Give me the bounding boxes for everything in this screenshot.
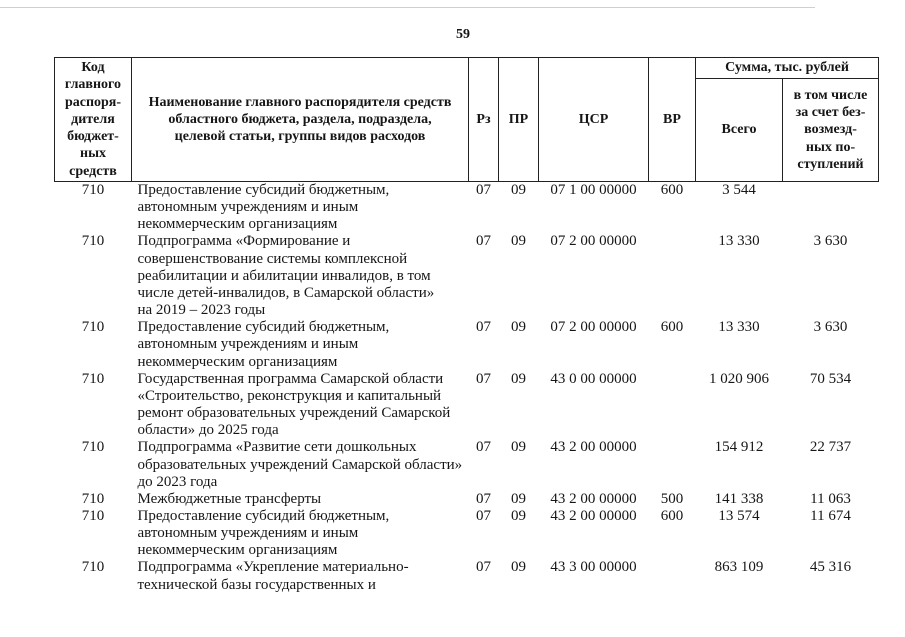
cell-name: Государственная программа Самарской области «Строительство, реконструкция и капитальный ремонт образовательных учреждений Самарской области» до 2025 года — [137, 370, 451, 439]
table-body — [55, 182, 879, 594]
cell-pr: 09 — [511, 439, 526, 456]
table-row — [55, 491, 879, 508]
cell-vr: 600 — [660, 507, 684, 524]
cell-pr: 09 — [511, 182, 526, 198]
cell-gratuitous: 45 316 — [809, 559, 852, 576]
cell-gratuitous: 3 630 — [813, 319, 848, 336]
cell-csr: 43 2 00 00000 — [550, 507, 637, 524]
cell-gratuitous: 22 737 — [809, 439, 852, 456]
cell-vr — [649, 559, 696, 593]
cell-vr: 500 — [660, 490, 684, 507]
cell-gratuitous: 70 534 — [809, 370, 852, 387]
table-row — [55, 182, 879, 234]
cell-code: 710 — [81, 490, 105, 507]
cell-rz: 07 — [476, 370, 491, 387]
header-code: Код главного распоря- дителя бюджет- ных средств — [55, 58, 132, 182]
cell-csr: 07 1 00 00000 — [550, 182, 637, 198]
scan-top-edge-line — [0, 7, 815, 8]
cell-name: Подпрограмма «Развитие сети дошкольных образовательных учреждений Самарской области» до 2023 года — [137, 439, 463, 490]
header-rz: Рз — [469, 58, 499, 182]
header-name: Наименование главного распорядителя средств областного бюджета, раздела, подраздела, целевой статьи, группы видов расходов — [132, 58, 469, 182]
cell-csr: 43 2 00 00000 — [550, 490, 637, 507]
cell-csr: 07 2 00 00000 — [550, 233, 637, 250]
cell-rz: 07 — [476, 439, 491, 456]
cell-code: 710 — [81, 439, 105, 456]
cell-code: 710 — [81, 370, 105, 387]
cell-name: Подпрограмма «Укрепление материально- технической базы государственных и — [137, 559, 409, 593]
cell-name: Предоставление субсидий бюджетным, автономным учреждениям и иным некоммерческим организациям — [137, 319, 390, 370]
cell-rz: 07 — [476, 319, 491, 336]
cell-total: 13 330 — [718, 233, 760, 250]
cell-vr — [649, 233, 696, 319]
cell-csr: 43 3 00 00000 — [550, 559, 637, 576]
cell-code: 710 — [81, 319, 105, 336]
table-row — [55, 439, 879, 490]
cell-pr: 09 — [511, 559, 526, 576]
cell-vr: 600 — [660, 319, 684, 336]
cell-rz: 07 — [476, 233, 491, 250]
cell-total: 13 574 — [718, 507, 760, 524]
cell-total: 141 338 — [714, 490, 764, 507]
cell-vr: 600 — [660, 182, 684, 198]
cell-total: 3 544 — [722, 182, 756, 198]
cell-vr — [649, 371, 696, 440]
cell-pr: 09 — [511, 370, 526, 387]
cell-code: 710 — [81, 182, 105, 198]
cell-name: Межбюджетные трансферты — [137, 490, 322, 507]
cell-rz: 07 — [476, 559, 491, 576]
cell-total: 154 912 — [714, 439, 764, 456]
cell-rz: 07 — [476, 507, 491, 524]
header-csr: ЦСР — [539, 58, 649, 182]
cell-name: Предоставление субсидий бюджетным, автономным учреждениям и иным некоммерческим организациям — [137, 182, 390, 233]
cell-rz: 07 — [476, 182, 491, 198]
table-row — [55, 319, 879, 370]
table-row — [55, 508, 879, 559]
cell-pr: 09 — [511, 319, 526, 336]
header-row — [55, 58, 879, 79]
table-row — [55, 559, 879, 593]
table-header — [55, 58, 879, 182]
cell-csr: 43 2 00 00000 — [550, 439, 637, 456]
budget-table — [54, 57, 879, 594]
cell-rz: 07 — [476, 490, 491, 507]
header-gratuitous: в том числе за счет без- возмезд- ных по- ступлений — [783, 79, 879, 182]
cell-total: 13 330 — [718, 319, 760, 336]
cell-gratuitous: 11 063 — [810, 490, 851, 507]
cell-pr: 09 — [511, 507, 526, 524]
cell-total: 1 020 906 — [709, 370, 769, 387]
header-vr: ВР — [649, 58, 696, 182]
cell-code: 710 — [81, 559, 105, 576]
header-total: Всего — [696, 79, 783, 182]
table-row — [55, 371, 879, 440]
cell-csr: 43 0 00 00000 — [550, 370, 637, 387]
cell-total: 863 109 — [714, 559, 764, 576]
header-sum: Сумма, тыс. рублей — [696, 58, 879, 79]
page-number: 59 — [456, 27, 470, 42]
cell-name: Предоставление субсидий бюджетным, автономным учреждениям и иным некоммерческим организациям — [137, 507, 390, 559]
header-pr: ПР — [499, 58, 539, 182]
cell-name: Подпрограмма «Формирование и совершенствование системы комплексной реабилитации и абилитации инвалидов, в том числе детей-инвалидов, в Самарской области» на 2019 – 2023 годы — [137, 233, 435, 319]
cell-code: 710 — [81, 233, 105, 250]
cell-pr: 09 — [511, 233, 526, 250]
cell-pr: 09 — [511, 490, 526, 507]
cell-csr: 07 2 00 00000 — [550, 319, 637, 336]
cell-gratuitous: 11 674 — [810, 507, 851, 524]
cell-vr — [649, 439, 696, 490]
table-row — [55, 233, 879, 319]
cell-gratuitous — [783, 182, 879, 234]
cell-gratuitous: 3 630 — [813, 233, 848, 250]
cell-code: 710 — [81, 507, 105, 524]
